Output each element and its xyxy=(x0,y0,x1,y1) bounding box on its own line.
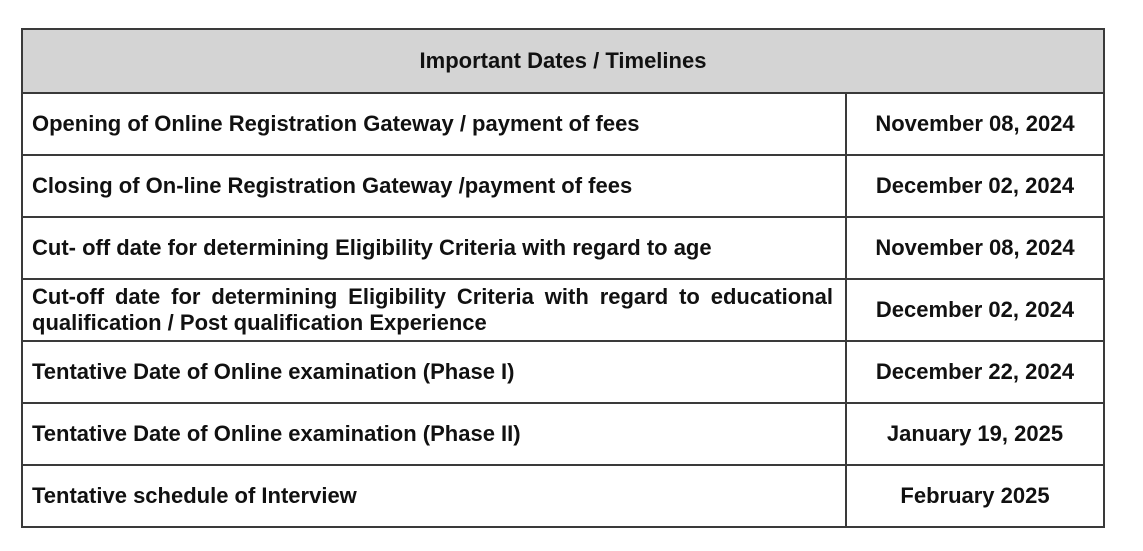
date-cell: December 02, 2024 xyxy=(846,279,1104,341)
table-row xyxy=(22,279,1104,341)
event-cell: Cut- off date for determining Eligibility Criteria with regard to age xyxy=(22,217,846,279)
date-cell: November 08, 2024 xyxy=(846,93,1104,155)
date-cell: February 2025 xyxy=(846,465,1104,527)
table-header-row xyxy=(22,29,1104,93)
event-cell: Closing of On-line Registration Gateway /payment of fees xyxy=(22,155,846,217)
table-row xyxy=(22,155,1104,217)
important-dates-table xyxy=(21,28,1105,528)
table-title: Important Dates / Timelines xyxy=(22,29,1104,93)
event-cell: Tentative Date of Online examination (Phase I) xyxy=(22,341,846,403)
table-row xyxy=(22,217,1104,279)
table-row xyxy=(22,403,1104,465)
event-cell: Cut-off date for determining Eligibility Criteria with regard to educational qualification / Post qualification Experience xyxy=(22,279,846,341)
table-row xyxy=(22,93,1104,155)
event-cell: Opening of Online Registration Gateway / payment of fees xyxy=(22,93,846,155)
event-cell: Tentative Date of Online examination (Phase II) xyxy=(22,403,846,465)
date-cell: December 22, 2024 xyxy=(846,341,1104,403)
event-cell: Tentative schedule of Interview xyxy=(22,465,846,527)
date-cell: December 02, 2024 xyxy=(846,155,1104,217)
table-row xyxy=(22,341,1104,403)
table-row xyxy=(22,465,1104,527)
date-cell: November 08, 2024 xyxy=(846,217,1104,279)
date-cell: January 19, 2025 xyxy=(846,403,1104,465)
